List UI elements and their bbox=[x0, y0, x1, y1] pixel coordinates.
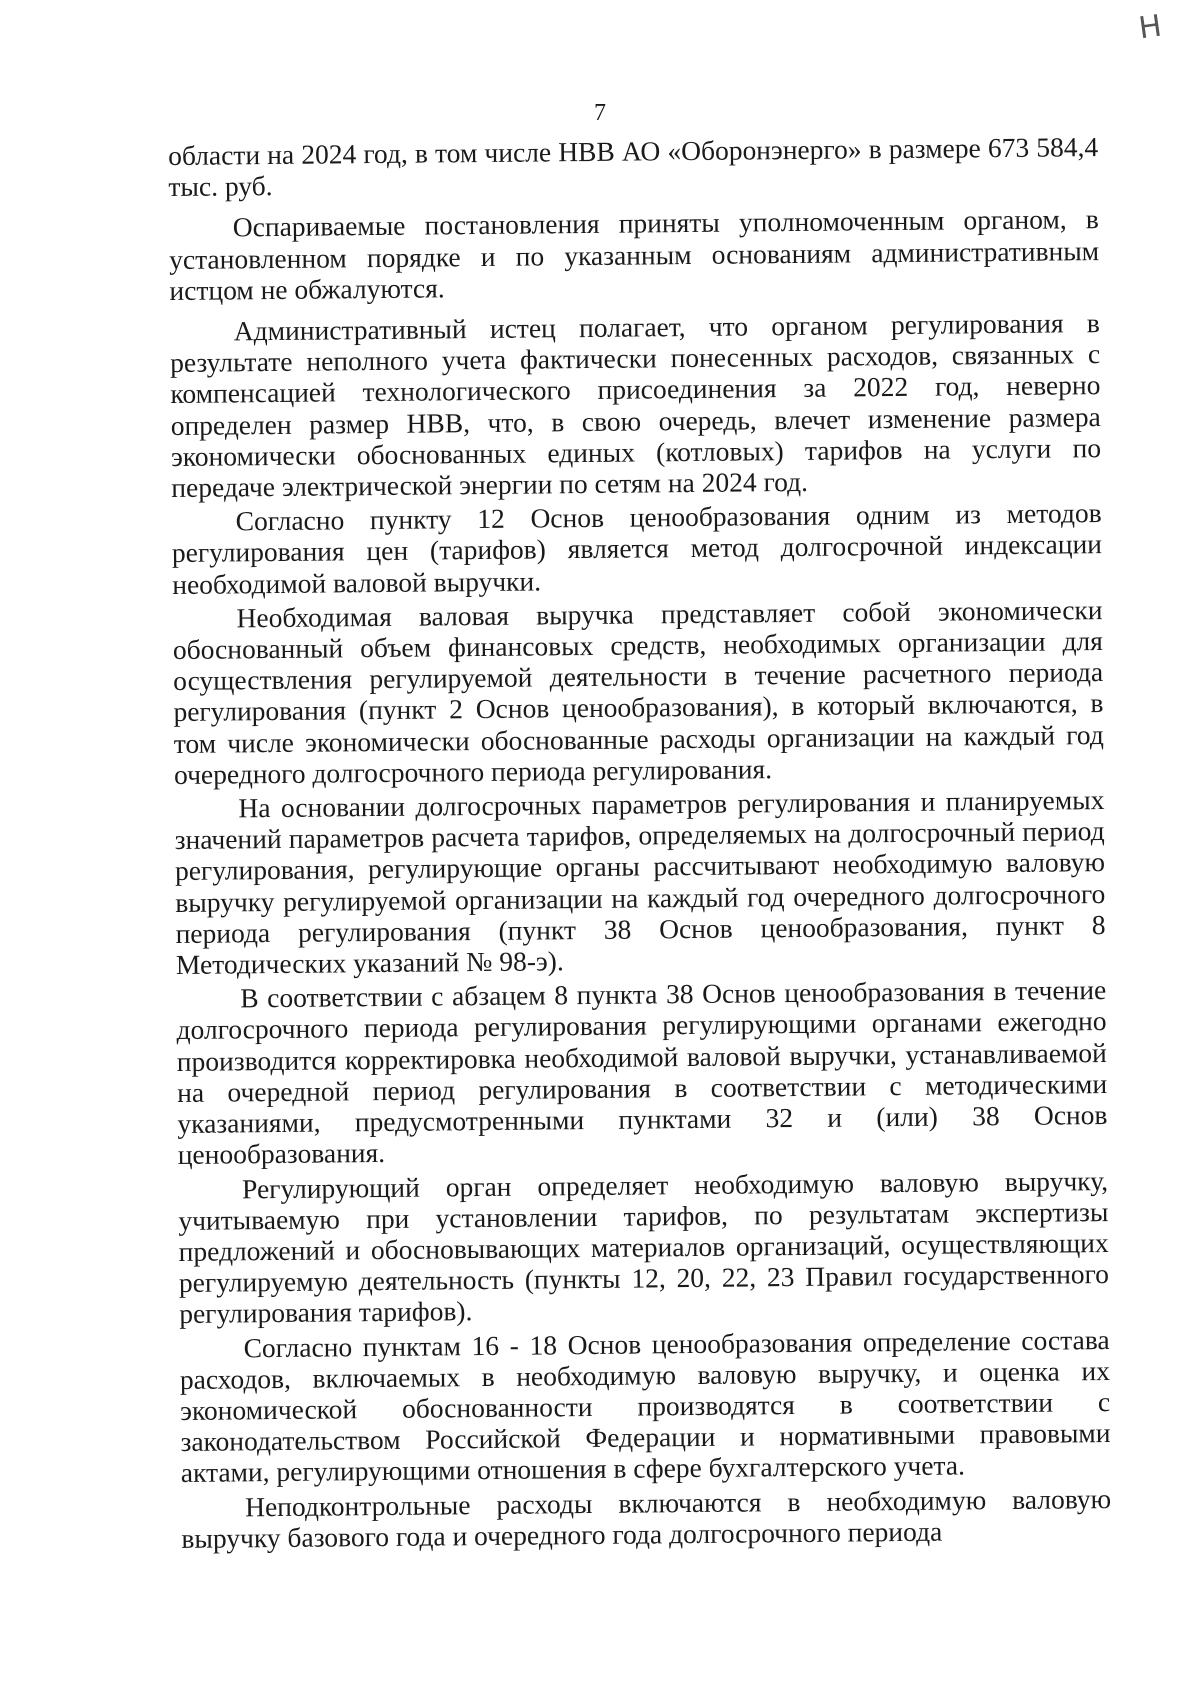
paragraph: Необходимая валовая выручка представляет собой экономически обоснованный объем финансовых средств, необходимых организации для осуществления регулируемой деятельности в течение расчетного периода регулирования (пункт 2 Основ ценообразования), в который включаются, в том числе экономически обоснованные расходы организации на каждый год очередного долгосрочного периода регулирования. bbox=[172, 593, 1104, 790]
handwritten-corner-mark: Н bbox=[1137, 8, 1165, 47]
document-body bbox=[168, 131, 1112, 1557]
paragraph: Регулирующий орган определяет необходимую валовую выручку, учитываемую при установлении тарифов, по результатам экспертизы предложений и обосновывающих материалов организаций, осуществляющих регулируемую деятельность (пункты 12, 20, 22, 23 Правил государственного регулирования тарифов). bbox=[178, 1164, 1110, 1330]
paragraph: Согласно пунктам 16 - 18 Основ ценообразования определение состава расходов, включаемых в необходимую валовую выручку, и оценка их экономической обоснованности производятся в соответствии с законодательством Российской Федерации и нормативными правовыми актами, регулирующими отношения в сфере бухгалтерского учета. bbox=[179, 1323, 1111, 1489]
paragraph: На основании долгосрочных параметров регулирования и планируемых значений параметров расчета тарифов, определяемых на долгосрочный период регулирования, регулирующие органы рассчитывают необходимую валовую выручку регулируемой организации на каждый год очередного долгосрочного периода регулирования (пункт 38 Основ ценообразования, пункт 8 Методических указаний № 98-э). bbox=[174, 784, 1106, 981]
paragraph-continuation: области на 2024 год, в том числе НВВ АО «Оборонэнерго» в размере 673 584,4 тыс. руб. bbox=[168, 131, 1099, 203]
page-number: 7 bbox=[594, 100, 606, 126]
paragraph: В соответствии с абзацем 8 пункта 38 Основ ценообразования в течение долгосрочного периода регулирования регулирующими органами ежегодно производится корректировка необходимой валовой выручки, устанавливаемой на очередной период регулирования в соответствии с методическими указаниями, предусмотренными пунктами 32 и (или) 38 Основ ценообразования. bbox=[176, 974, 1108, 1171]
paragraph: Оспариваемые постановления приняты уполномоченным органом, в установленном порядке и по указанным основаниям административным истцом не обжалуются. bbox=[168, 203, 1100, 306]
paragraph: Административный истец полагает, что органом регулирования в результате неполного учета фактически понесенных расходов, связанных с компенсацией технологического присоединения за 2022 год, неверно определен размер НВВ, что, в свою очередь, влечет изменение размера экономически обоснованных единых (котловых) тарифов на услуги по передаче электрической энергии по сетям на 2024 год. bbox=[169, 307, 1102, 504]
paragraph: Согласно пункту 12 Основ ценообразования одним из методов регулирования цен (тарифов) является метод долгосрочной индексации необходимой валовой выручки. bbox=[171, 497, 1103, 600]
paragraph: Неподконтрольные расходы включаются в необходимую валовую выручку базового года и очередного года долгосрочного периода bbox=[181, 1482, 1112, 1554]
